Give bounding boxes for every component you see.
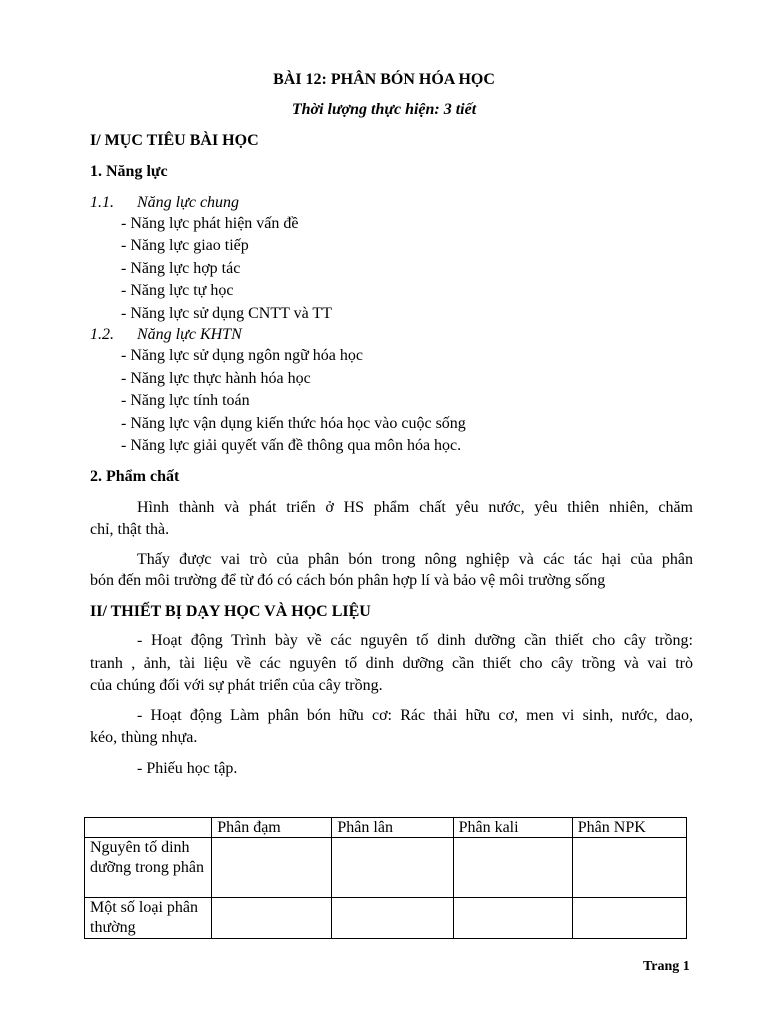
lesson-duration: Thời lượng thực hiện: 3 tiết	[291, 101, 477, 118]
science-competence-number: 1.2.	[90, 326, 114, 343]
list-item: - Năng lực tự học	[121, 282, 234, 299]
subsection-competence-heading: 1. Năng lực	[90, 163, 168, 180]
qualities-paragraph-1-line-2: chỉ, thật thà.	[90, 521, 170, 538]
activity-1-line-3: của chúng đối với sự phát triển của cây trồng.	[90, 677, 383, 694]
table-header-cell	[85, 818, 212, 838]
table-row	[85, 898, 687, 939]
fertilizer-worksheet-table	[84, 817, 687, 939]
activity-1-line-2: tranh , ảnh, tài liệu về các nguyên tố dinh dưỡng cần thiết cho cây trồng và vai trò	[90, 655, 693, 672]
table-header-cell: Phân lân	[332, 818, 453, 838]
page-number: Trang 1	[643, 959, 690, 974]
table-cell	[212, 898, 332, 939]
table-header-row	[85, 818, 687, 838]
table-cell	[572, 898, 686, 939]
table-cell	[212, 838, 332, 898]
qualities-paragraph-2-line-1: Thấy được vai trò của phân bón trong nông nghiệp và các tác hại của phân	[137, 551, 693, 568]
lesson-title: BÀI 12: PHÂN BÓN HÓA HỌC	[273, 71, 495, 88]
table-cell	[572, 838, 686, 898]
qualities-paragraph-1-line-1: Hình thành và phát triển ở HS phẩm chất yêu nước, yêu thiên nhiên, chăm	[137, 499, 693, 516]
table-cell	[453, 838, 572, 898]
table-row-label: Một số loại phân thường	[85, 898, 212, 939]
table-header-cell: Phân kali	[453, 818, 572, 838]
table-cell	[453, 898, 572, 939]
table-cell	[332, 898, 453, 939]
table-cell	[332, 838, 453, 898]
general-competence-number: 1.1.	[90, 194, 114, 211]
section-1-heading: I/ MỤC TIÊU BÀI HỌC	[90, 132, 259, 149]
science-competence-label: Năng lực KHTN	[137, 326, 242, 343]
table-header-cell: Phân NPK	[572, 818, 686, 838]
list-item: - Năng lực sử dụng CNTT và TT	[121, 305, 332, 322]
list-item: - Năng lực vận dụng kiến thức hóa học vào cuộc sống	[121, 415, 466, 432]
activity-2-line-1: - Hoạt động Làm phân bón hữu cơ: Rác thải hữu cơ, men vi sinh, nước, dao,	[137, 707, 693, 724]
section-2-heading: II/ THIẾT BỊ DẠY HỌC VÀ HỌC LIỆU	[90, 603, 371, 620]
table-header-cell: Phân đạm	[212, 818, 332, 838]
list-item: - Năng lực tính toán	[121, 392, 250, 409]
subsection-qualities-heading: 2. Phẩm chất	[90, 468, 180, 485]
list-item: - Năng lực hợp tác	[121, 260, 241, 277]
list-item: - Năng lực sử dụng ngôn ngữ hóa học	[121, 347, 363, 364]
list-item: - Năng lực giao tiếp	[121, 237, 249, 254]
qualities-paragraph-2-line-2: bón đến môi trường để từ đó có cách bón phân hợp lí và bảo vệ môi trường sống	[90, 572, 606, 589]
list-item: - Năng lực phát hiện vấn đề	[121, 215, 299, 232]
worksheet-note: - Phiếu học tập.	[137, 760, 238, 777]
list-item: - Năng lực thực hành hóa học	[121, 370, 311, 387]
general-competence-label: Năng lực chung	[137, 194, 240, 211]
list-item: - Năng lực giải quyết vấn đề thông qua môn hóa học.	[121, 437, 462, 454]
table-row	[85, 838, 687, 898]
activity-2-line-2: kéo, thùng nhựa.	[90, 729, 198, 746]
table-row-label: Nguyên tố dinh dưỡng trong phân	[85, 838, 212, 898]
activity-1-line-1: - Hoạt động Trình bày về các nguyên tố dinh dưỡng cần thiết cho cây trồng:	[137, 632, 693, 649]
